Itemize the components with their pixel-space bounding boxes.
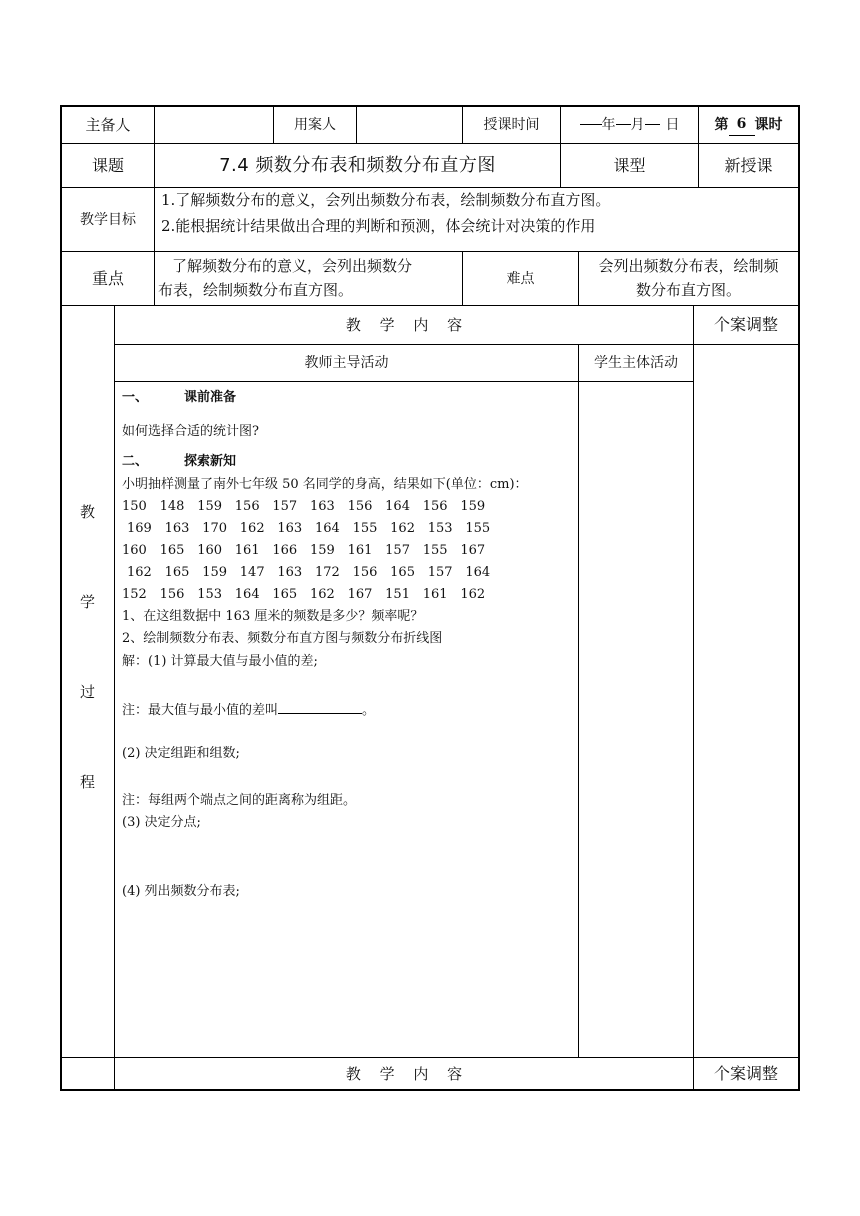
data-value: 156 [352, 565, 378, 580]
data-value: 160 [197, 543, 223, 558]
data-value: 159 [460, 499, 486, 514]
data-value: 156 [234, 499, 260, 514]
data-row [127, 562, 583, 584]
data-value: 159 [202, 565, 228, 580]
table-border-right [798, 105, 800, 1091]
teaching-date-field[interactable] [561, 106, 698, 143]
data-value: 156 [347, 499, 373, 514]
data-value: 156 [159, 587, 185, 602]
lesson-plan-table [60, 105, 800, 1091]
student-activity-header: 学生主体活动 [594, 355, 678, 371]
table-border-bottom [60, 1089, 800, 1091]
data-value: 161 [422, 587, 448, 602]
data-value: 167 [347, 587, 373, 602]
data-value: 159 [309, 543, 335, 558]
teaching-goal-1: 1.了解频数分布的意义，会列出频数分布表，绘制频数分布直方图。 [161, 191, 611, 209]
solution-step-2: (2) 决定组距和组数; [122, 746, 240, 761]
teaching-goals-label: 教学目标 [80, 211, 136, 228]
data-value: 147 [239, 565, 265, 580]
data-value: 163 [309, 499, 335, 514]
note-1-text: 注：最大值与最小值的差叫 [122, 703, 279, 718]
data-value: 166 [272, 543, 298, 558]
solution-step-1: 解：(1) 计算最大值与最小值的差; [122, 654, 318, 669]
period-number [699, 106, 798, 143]
data-value: 157 [272, 499, 298, 514]
footer-content-header: 教 学 内 容 [345, 1064, 463, 1083]
section-1-heading [122, 387, 578, 409]
data-value: 150 [122, 499, 147, 514]
difficulty-label: 难点 [506, 270, 535, 287]
data-value: 167 [460, 543, 486, 558]
data-value: 155 [465, 521, 491, 536]
difficulty-line-2: 数分布直方图。 [635, 281, 741, 299]
section-1-number: 一、 [122, 390, 149, 405]
footer-adjustment-header: 个案调整 [713, 1063, 778, 1083]
data-value: 164 [234, 587, 260, 602]
data-value: 159 [197, 499, 223, 514]
section-1-text: 如何选择合适的统计图? [122, 424, 259, 439]
key-point-line-2: 布表，绘制频数分布直方图。 [158, 281, 354, 299]
section-1-title: 课前准备 [184, 390, 237, 405]
month-suffix: 月 [630, 116, 645, 133]
data-value: 157 [427, 565, 453, 580]
row-divider [60, 187, 800, 188]
data-row [122, 496, 578, 518]
key-point-label: 重点 [91, 268, 124, 288]
data-value: 161 [347, 543, 373, 558]
process-side-char: 学 [79, 593, 95, 611]
data-value: 148 [159, 499, 185, 514]
data-value: 162 [309, 587, 335, 602]
teaching-goal-2: 2.能根据统计结果做出合理的判断和预测，体会统计对决策的作用 [161, 217, 596, 235]
data-value: 162 [127, 565, 152, 580]
note-2: 注：每组两个端点之间的距离称为组距。 [122, 793, 357, 808]
data-value: 162 [390, 521, 415, 536]
solution-step-3: (3) 决定分点; [122, 815, 201, 830]
difficulty-line-1: 会列出频数分布表，绘制频 [598, 257, 779, 275]
data-value: 153 [197, 587, 223, 602]
data-value: 164 [465, 565, 491, 580]
teaching-time-label: 授课时间 [483, 116, 540, 133]
data-value: 162 [239, 521, 265, 536]
data-row [122, 584, 578, 606]
note-1 [122, 700, 578, 722]
data-value: 163 [277, 521, 303, 536]
case-adjustment-header: 个案调整 [713, 315, 778, 334]
section-2-number: 二、 [122, 454, 149, 469]
data-value: 165 [390, 565, 415, 580]
section-2-title: 探索新知 [184, 454, 237, 469]
solution-step-4: (4) 列出频数分布表; [122, 884, 240, 899]
question-2: 2、绘制频数分布表、频数分布直方图与频数分布折线图 [122, 631, 443, 646]
problem-intro: 小明抽样测量了南外七年级 50 名同学的身高，结果如下(单位：cm)： [122, 477, 528, 492]
data-value: 164 [385, 499, 410, 514]
case-adjustment-area[interactable] [694, 345, 798, 1057]
data-value: 160 [122, 543, 147, 558]
teacher-activity-header: 教师主导活动 [304, 355, 389, 371]
data-value: 169 [127, 521, 152, 536]
period-suffix: 课时 [754, 116, 783, 133]
data-value: 165 [164, 565, 190, 580]
row-divider [60, 251, 800, 252]
data-row [122, 540, 578, 562]
note-1-answer-blank[interactable] [278, 713, 362, 714]
data-value: 163 [164, 521, 190, 536]
data-value: 161 [234, 543, 260, 558]
day-blank[interactable] [645, 124, 660, 125]
data-value: 163 [277, 565, 303, 580]
process-side-char: 程 [79, 773, 95, 791]
col-divider [154, 187, 155, 251]
col-divider [154, 251, 155, 305]
question-1: 1、在这组数据中 163 厘米的频数是多少？频率呢？ [122, 609, 424, 624]
data-value: 153 [427, 521, 453, 536]
data-value: 156 [422, 499, 448, 514]
student-activity-area[interactable] [579, 382, 693, 1057]
data-value: 170 [202, 521, 228, 536]
preparer-field[interactable] [155, 106, 273, 143]
data-value: 155 [422, 543, 448, 558]
data-value: 155 [352, 521, 378, 536]
period-value: 6 [729, 113, 755, 136]
data-value: 157 [385, 543, 410, 558]
data-value: 165 [272, 587, 298, 602]
day-suffix: 日 [665, 116, 680, 133]
user-field[interactable] [357, 106, 462, 143]
period-prefix: 第 [714, 116, 729, 133]
data-value: 162 [460, 587, 486, 602]
teaching-content-header: 教 学 内 容 [345, 316, 463, 334]
data-value: 152 [122, 587, 147, 602]
key-point-line-1: 了解频数分布的意义，会列出频数分 [172, 257, 413, 275]
topic-label: 课题 [91, 155, 124, 175]
process-side-char: 教 [79, 503, 95, 521]
section-2-heading [122, 451, 578, 473]
year-blank[interactable] [580, 124, 602, 125]
data-row [127, 518, 583, 540]
data-value: 172 [314, 565, 340, 580]
user-label: 用案人 [294, 116, 336, 133]
lesson-type-label: 课型 [613, 155, 646, 175]
year-suffix: 年 [601, 116, 616, 133]
process-side-char: 过 [79, 683, 95, 701]
data-value: 164 [314, 521, 340, 536]
lesson-type-value: 新授课 [724, 155, 773, 175]
note-1-end: 。 [362, 703, 376, 718]
month-blank[interactable] [616, 124, 631, 125]
data-value: 151 [385, 587, 410, 602]
data-value: 165 [159, 543, 185, 558]
topic-title: 7.4 频数分布表和频数分布直方图 [219, 154, 496, 176]
preparer-label: 主备人 [85, 115, 131, 134]
